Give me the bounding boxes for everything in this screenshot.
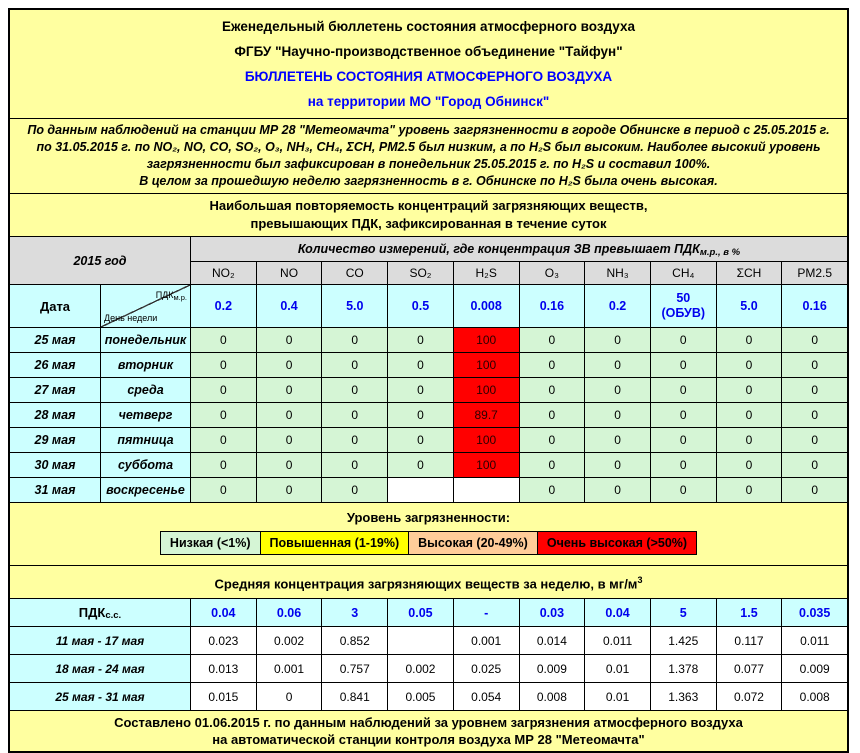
value-cell: 0	[321, 453, 387, 477]
value-cell: 0	[519, 378, 585, 402]
column-header-h2s: H₂S	[453, 262, 519, 284]
bulletin-page	[8, 8, 849, 753]
value-cell: 0	[387, 353, 453, 377]
value-cell: 0	[256, 453, 322, 477]
value-cell: 0	[190, 328, 256, 352]
summary-paragraph: По данным наблюдений на станции МР 28 "Метеомачта" уровень загрязненности в городе Обнинске в период с 25.05.2015 г. по 31.05.2015 г. по NO₂, NO, CO, SO₂, O₃, NH₃, CH₄, ΣCH, PM2.5 был низким, а по H₂S был высоким. Наиболее высокий уровень загрязненности был зафиксирован в понедельник 25.05.2015 г. по H₂S и составил 100%.	[27, 123, 830, 171]
footer-line: Составлено 01.06.2015 г. по данным наблюдений за уровнем загрязнения атмосферного воздуха	[114, 715, 743, 731]
date-cell: 30 мая	[10, 453, 100, 477]
date-header-cell: Дата	[39, 298, 71, 314]
value-cell: 0	[387, 428, 453, 452]
bulletin-header	[10, 10, 847, 118]
value-cell: 0.013	[190, 655, 256, 682]
legend-item-very-high: Очень высокая (>50%)	[537, 531, 697, 555]
value-cell: 0.002	[256, 627, 322, 654]
pdk-value-cell: 0.05	[387, 599, 453, 626]
weekday-cell: четверг	[100, 403, 190, 427]
bulletin-footer	[10, 710, 847, 751]
value-cell: 0.757	[321, 655, 387, 682]
table-row	[10, 327, 847, 352]
table-row	[10, 626, 847, 654]
weekday-cell: пятница	[100, 428, 190, 452]
value-cell: 0	[781, 403, 847, 427]
observations-summary	[10, 118, 847, 193]
value-cell: 0	[716, 353, 782, 377]
pollution-level-legend	[10, 502, 847, 565]
column-header-o3: O₃	[519, 262, 585, 284]
summary-paragraph: В целом за прошедшую неделю загрязненность в г. Обнинске по H₂S была очень высокая.	[139, 174, 718, 188]
value-cell: 0.01	[584, 683, 650, 710]
value-cell: 0	[584, 453, 650, 477]
column-header-co: CO	[321, 262, 387, 284]
period-cell: 18 мая - 24 мая	[10, 655, 190, 682]
value-cell: 0	[321, 428, 387, 452]
value-cell: 0.014	[519, 627, 585, 654]
date-cell: 25 мая	[10, 328, 100, 352]
table-row	[10, 427, 847, 452]
period-cell: 11 мая - 17 мая	[10, 627, 190, 654]
pdk-value-cell: 5.0	[321, 285, 387, 327]
weekday-cell: суббота	[100, 453, 190, 477]
column-headers-row	[191, 261, 847, 284]
value-cell: 0.015	[190, 683, 256, 710]
value-cell-empty	[387, 478, 453, 502]
value-cell: 0	[256, 328, 322, 352]
value-cell: 0	[781, 478, 847, 502]
value-cell: 0	[256, 378, 322, 402]
value-cell: 0	[716, 403, 782, 427]
column-header-sch: ΣCH	[716, 262, 782, 284]
value-cell: 1.425	[650, 627, 716, 654]
value-cell: 0	[781, 378, 847, 402]
pdk-value-cell: 0.008	[453, 285, 519, 327]
column-header-so2: SO₂	[387, 262, 453, 284]
value-cell: 0	[584, 428, 650, 452]
value-cell: 0.054	[453, 683, 519, 710]
table-row	[10, 682, 847, 710]
legend-item-elevated: Повышенная (1-19%)	[260, 531, 410, 555]
pdk-value-cell: 0.06	[256, 599, 322, 626]
value-cell: 0	[256, 478, 322, 502]
value-cell: 0.001	[453, 627, 519, 654]
value-cell: 0	[190, 478, 256, 502]
table-title-line: превышающих ПДК, зафиксированная в течение суток	[250, 216, 607, 231]
value-cell: 0.025	[453, 655, 519, 682]
value-cell-exceedance: 100	[453, 328, 519, 352]
value-cell: 0	[321, 353, 387, 377]
exceedance-table	[10, 236, 847, 502]
value-cell: 0	[387, 328, 453, 352]
value-cell: 0.009	[519, 655, 585, 682]
value-cell: 0.841	[321, 683, 387, 710]
weekday-cell: понедельник	[100, 328, 190, 352]
value-cell: 0.023	[190, 627, 256, 654]
legend-item-high: Высокая (20-49%)	[408, 531, 538, 555]
value-cell: 1.378	[650, 655, 716, 682]
weekday-cell: воскресенье	[100, 478, 190, 502]
value-cell: 0	[650, 353, 716, 377]
value-cell: 0	[584, 403, 650, 427]
value-cell-exceedance: 100	[453, 378, 519, 402]
pdk-value-cell: 3	[321, 599, 387, 626]
value-cell-exceedance: 89.7	[453, 403, 519, 427]
value-cell: 0	[650, 453, 716, 477]
pdk-value-cell: 0.16	[781, 285, 847, 327]
pdk-value-cell: 0.04	[190, 599, 256, 626]
header-line: Еженедельный бюллетень состояния атмосферного воздуха	[221, 19, 635, 34]
value-cell: 0	[321, 378, 387, 402]
value-cell: 0	[321, 403, 387, 427]
value-cell: 0.117	[716, 627, 782, 654]
value-cell: 0	[256, 353, 322, 377]
pdk-value-cell: 50 (ОБУВ)	[650, 285, 716, 327]
value-cell: 0	[387, 453, 453, 477]
value-cell: 0	[519, 428, 585, 452]
value-cell: 0.011	[584, 627, 650, 654]
value-cell: 0	[716, 328, 782, 352]
table-row	[10, 377, 847, 402]
weekday-label: День недели	[104, 313, 158, 323]
pdk-ss-label: ПДК с.с.	[78, 605, 122, 622]
exceedance-table-title	[10, 193, 847, 236]
value-cell: 0	[321, 328, 387, 352]
table-header	[10, 237, 847, 284]
measurements-header: Количество измерений, где концентрация ЗВ превышает ПДК м.р., в %	[297, 242, 741, 258]
legend-title: Уровень загрязненности:	[346, 510, 511, 525]
value-cell: 0	[519, 403, 585, 427]
date-cell: 26 мая	[10, 353, 100, 377]
value-cell: 0	[650, 378, 716, 402]
value-cell: 0	[781, 453, 847, 477]
value-cell: 0	[387, 378, 453, 402]
table-row	[10, 352, 847, 377]
value-cell: 0.001	[256, 655, 322, 682]
value-cell: 0	[190, 353, 256, 377]
table-row	[10, 452, 847, 477]
bulletin-title: БЮЛЛЕТЕНЬ СОСТОЯНИЯ АТМОСФЕРНОГО ВОЗДУХА	[244, 69, 613, 84]
value-cell: 0	[519, 353, 585, 377]
value-cell: 0.005	[387, 683, 453, 710]
value-cell: 0	[781, 353, 847, 377]
value-cell: 0	[519, 478, 585, 502]
value-cell: 0	[519, 453, 585, 477]
value-cell: 0	[256, 683, 322, 710]
value-cell: 0	[716, 378, 782, 402]
weekday-cell: вторник	[100, 353, 190, 377]
value-cell: 1.363	[650, 683, 716, 710]
value-cell: 0	[781, 428, 847, 452]
pdk-value-cell: 1.5	[716, 599, 782, 626]
pdk-value-cell: 0.2	[190, 285, 256, 327]
value-cell: 0.002	[387, 655, 453, 682]
header-line: ФГБУ "Научно-производственное объединение "Тайфун"	[234, 44, 623, 59]
value-cell: 0	[781, 328, 847, 352]
value-cell: 0	[256, 428, 322, 452]
value-cell: 0	[584, 378, 650, 402]
value-cell-empty	[453, 478, 519, 502]
pdk-value-cell: 0.035	[781, 599, 847, 626]
value-cell: 0.008	[519, 683, 585, 710]
value-cell: 0	[716, 428, 782, 452]
date-cell: 29 мая	[10, 428, 100, 452]
value-cell: 0	[716, 478, 782, 502]
value-cell: 0	[190, 403, 256, 427]
column-header-nh3: NH₃	[584, 262, 650, 284]
bulletin-territory: на территории МО "Город Обнинск"	[307, 94, 550, 109]
pdk-mr-label: $ПДК_{м.р.}$	[155, 290, 187, 302]
value-cell: 0.852	[321, 627, 387, 654]
pdk-value-cell: 0.4	[256, 285, 322, 327]
value-cell: 0	[650, 403, 716, 427]
pdk-value-cell: 5	[650, 599, 716, 626]
column-header-no2: NO₂	[212, 266, 235, 280]
pdk-value-cell: 0.16	[519, 285, 585, 327]
value-cell-exceedance: 100	[453, 453, 519, 477]
period-cell: 25 мая - 31 мая	[10, 683, 190, 710]
value-cell: 0	[716, 453, 782, 477]
pdk-value-cell: 0.5	[387, 285, 453, 327]
date-cell: 28 мая	[10, 403, 100, 427]
table-title-line: Наибольшая повторяемость концентраций загрязняющих веществ,	[209, 198, 648, 213]
value-cell: 0	[650, 428, 716, 452]
value-cell: 0	[584, 353, 650, 377]
value-cell: 0	[190, 453, 256, 477]
value-cell: 0	[650, 328, 716, 352]
table-row	[10, 402, 847, 427]
weekday-cell: среда	[100, 378, 190, 402]
table-row	[10, 477, 847, 502]
pdk-value-cell: 5.0	[716, 285, 782, 327]
value-cell: 0	[387, 403, 453, 427]
value-cell: 0.01	[584, 655, 650, 682]
legend-item-low: Низкая (<1%)	[160, 531, 261, 555]
diagonal-header-cell	[100, 285, 190, 327]
column-header-pm25: PM2.5	[781, 262, 847, 284]
date-cell: 27 мая	[10, 378, 100, 402]
weekly-average-table	[10, 598, 847, 710]
pdk-value-cell: -	[453, 599, 519, 626]
value-cell: 0.077	[716, 655, 782, 682]
value-cell: 0	[321, 478, 387, 502]
value-cell: 0	[584, 328, 650, 352]
pdk-value-cell: 0.04	[584, 599, 650, 626]
pdk-ss-row	[10, 599, 847, 626]
value-cell: 0	[256, 403, 322, 427]
pdk-value-cell: 0.2	[584, 285, 650, 327]
column-header-no: NO	[256, 262, 322, 284]
value-cell-exceedance: 100	[453, 353, 519, 377]
pdk-value-cell: 0.03	[519, 599, 585, 626]
value-cell: 0.009	[781, 655, 847, 682]
table-row	[10, 654, 847, 682]
year-cell: 2015 год	[73, 253, 127, 268]
value-cell: 0	[190, 378, 256, 402]
date-cell: 31 мая	[10, 478, 100, 502]
value-cell: 0.011	[781, 627, 847, 654]
value-cell-exceedance: 100	[453, 428, 519, 452]
value-cell: 0	[519, 328, 585, 352]
value-cell: 0	[650, 478, 716, 502]
weekly-average-title: Средняя концентрация загрязняющих веществ за неделю, в $мг/м^3$	[10, 565, 847, 598]
value-cell-empty	[387, 627, 453, 654]
value-cell: 0.072	[716, 683, 782, 710]
column-header-ch4: CH₄	[650, 262, 716, 284]
value-cell: 0	[584, 478, 650, 502]
value-cell: 0	[190, 428, 256, 452]
value-cell: 0.008	[781, 683, 847, 710]
footer-line: на автоматической станции контроля воздуха МР 28 "Метеомачта"	[212, 732, 645, 748]
pdk-mr-row	[10, 284, 847, 327]
